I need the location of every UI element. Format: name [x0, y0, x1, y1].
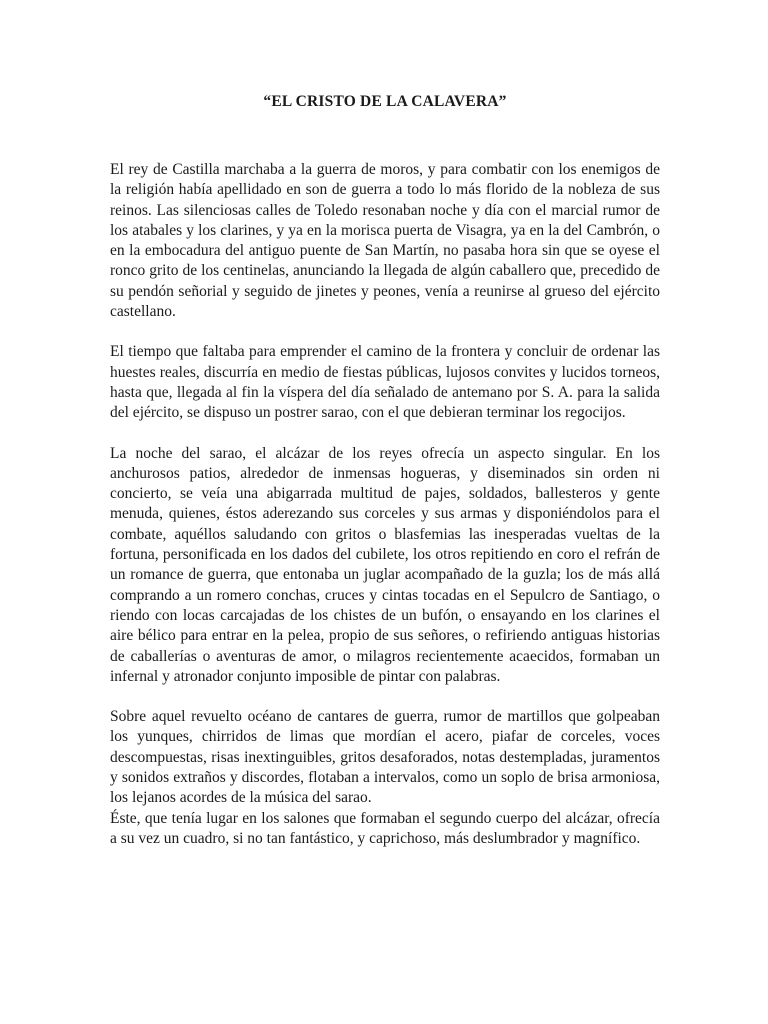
document-page	[110, 92, 660, 869]
paragraph-4: Sobre aquel revuelto océano de cantares de guerra, rumor de martillos que golpeaban los yunques, chirridos de limas que mordían el acero, piafar de corceles, voces descompuestas, risas inextinguibles, gritos desaforados, notas destempladas, juramentos y sonidos extraños y discordes, flotaban a intervalos, como un soplo de brisa armoniosa, los lejanos acordes de la música del sarao.	[110, 708, 660, 807]
paragraph-1: El rey de Castilla marchaba a la guerra de moros, y para combatir con los enemigos de la religión había apellidado en son de guerra a todo lo más florido de la nobleza de sus reinos. Las silenciosas calles de Toledo resonaban noche y día con el marcial rumor de los atabales y los clarines, y ya en la morisca puerta de Visagra, ya en la del Cambrón, o en la embocadura del antiguo puente de San Martín, no pasaba hora sin que se oyese el ronco grito de los centinelas, anunciando la llegada de algún caballero que, precedido de su pendón señorial y seguido de jinetes y peones, venía a reunirse al grueso del ejército castellano.	[110, 161, 660, 321]
document-title: “EL CRISTO DE LA CALAVERA”	[263, 93, 507, 110]
paragraph-2: El tiempo que faltaba para emprender el camino de la frontera y concluir de ordenar las huestes reales, discurría en medio de fiestas públicas, lujosos convites y lucidos torneos, hasta que, llegada al fin la víspera del día señalado de antemano por S. A. para la salida del ejército, se dispuso un postrer sarao, con el que debieran terminar los regocijos.	[110, 343, 660, 422]
paragraph-3: La noche del sarao, el alcázar de los reyes ofrecía un aspecto singular. En los anchurosos patios, alrededor de inmensas hogueras, y diseminados sin orden ni concierto, se veía una abigarrada multitud de pajes, soldados, ballesteros y gente menuda, quienes, éstos aderezando sus corceles y sus armas y disponiéndolos para el combate, aquéllos saludando con gritos o blasfemias las inesperadas vueltas de la fortuna, personificada en los dados del cubilete, los otros repitiendo en coro el refrán de un romance de guerra, que entonaba un juglar acompañado de la guzla; los de más allá comprando a un romero conchas, cruces y cintas tocadas en el Sepulcro de Santiago, o riendo con locas carcajadas de los chistes de un bufón, o ensayando en los clarines el aire bélico para entrar en la pelea, propio de sus señores, o refiriendo antiguas historias de caballerías o aventuras de amor, o milagros recientemente acaecidos, formaban un infernal y atronador conjunto imposible de pintar con palabras.	[110, 444, 660, 685]
paragraph-5: Éste, que tenía lugar en los salones que formaban el segundo cuerpo del alcázar, ofrecía a su vez un cuadro, si no tan fantástico, y caprichoso, más deslumbrador y magnífico.	[110, 809, 660, 847]
